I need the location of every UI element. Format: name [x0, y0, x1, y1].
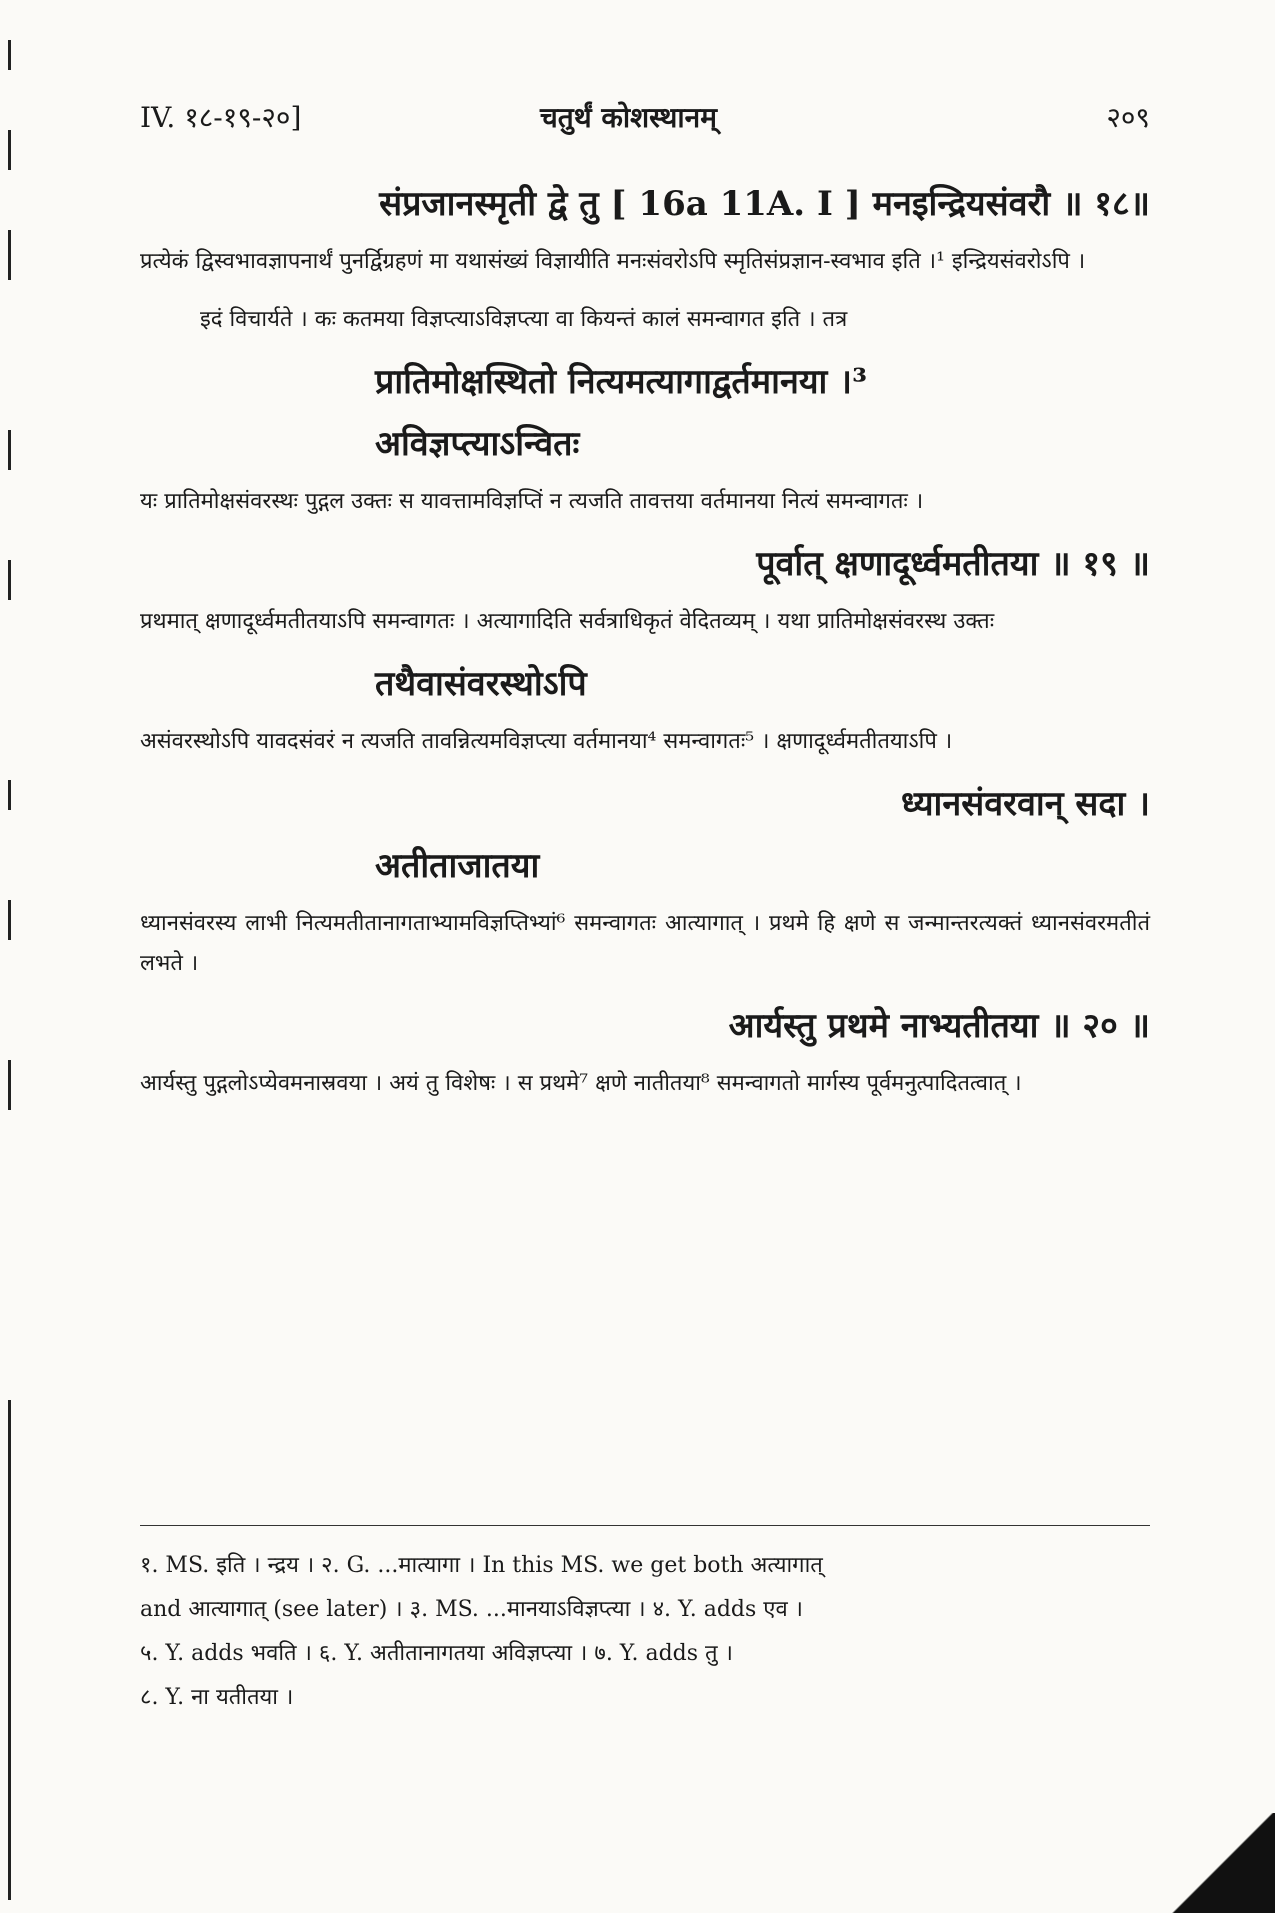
verse-line: तथैवासंवरस्थोऽपि: [375, 664, 587, 704]
footnote-line: १. MS. इति । न्द्रय । २. G. ...मात्यागा । In this MS. we get both अत्यागात्: [140, 1553, 823, 1578]
verse-18: संप्रजानस्मृती द्वे तु [ 16a 11A. I ] मनइन्द्रियसंवरौ ॥ १८॥: [379, 184, 1150, 224]
header-section-ref: IV. १८-१९-२०]: [140, 101, 302, 134]
footnote-line: ८. Y. ना यतीतया ।: [140, 1685, 294, 1710]
commentary-paragraph: असंवरस्थोऽपि यावदसंवरं न त्यजति तावन्नित्यमविज्ञप्त्या वर्तमानया⁴ समन्वागतः⁵ । क्षणादूर्ध्वमतीतयाऽपि ।: [140, 729, 953, 754]
commentary-paragraph: ध्यानसंवरस्य लाभी नित्यमतीतानागताभ्यामविज्ञप्तिभ्यां⁶ समन्वागतः आत्यागात् । प्रथमे हि क्षणे स जन्मान्तरत्यक्तं ध्यानसंवरमतीतं लभते ।: [140, 911, 1150, 976]
commentary-paragraph: प्रथमात् क्षणादूर्ध्वमतीतयाऽपि समन्वागतः । अत्यागादिति सर्वत्राधिकृतं वेदितव्यम् । यथा प्रातिमोक्षसंवरस्थ उक्तः: [140, 609, 995, 634]
scan-corner-shadow: [1145, 1813, 1275, 1913]
main-text: [140, 180, 1150, 1122]
verse-line: अतीताजातया: [375, 846, 540, 886]
commentary-paragraph: आर्यस्तु पुद्गलोऽप्येवमनास्रवया । अयं तु विशेषः । स प्रथमे⁷ क्षणे नातीतया⁸ समन्वागतो मार्गस्य पूर्वमनुत्पादितत्वात् ।: [140, 1071, 1022, 1096]
commentary-paragraph: इदं विचार्यते । कः कतमया विज्ञप्त्याऽविज्ञप्त्या वा कियन्तं कालं समन्वागत इति । तत्र: [200, 307, 848, 332]
binding-edge-marks: [0, 0, 30, 1913]
commentary-paragraph: यः प्रातिमोक्षसंवरस्थः पुद्गल उक्तः स यावत्तामविज्ञप्तिं न त्यजति तावत्तया वर्तमानया नित्यं समन्वागतः ।: [140, 489, 924, 514]
verse-line: प्रातिमोक्षस्थितो नित्यमत्यागाद्वर्तमानया ।³: [375, 362, 867, 402]
footnotes: [140, 1525, 1150, 1720]
footnote-line: ५. Y. adds भवति । ६. Y. अतीतानागतया अविज्ञप्त्या । ७. Y. adds तु ।: [140, 1641, 733, 1666]
verse-line: अविज्ञप्त्याऽन्वितः: [375, 424, 580, 464]
running-header: [140, 98, 1150, 138]
verse-20: आर्यस्तु प्रथमे नाभ्यतीतया ॥ २० ॥: [728, 1006, 1150, 1046]
commentary-paragraph: प्रत्येकं द्विस्वभावज्ञापनार्थं पुनर्द्विग्रहणं मा यथासंख्यं विज्ञायीति मनःसंवरोऽपि स्मृतिसंप्रज्ञान-स्वभाव इति ।¹ इन्द्रियसंवरोऽपि ।: [140, 249, 1086, 274]
page-number: २०९: [1106, 101, 1150, 134]
header-chapter-title: चतुर्थं कोशस्थानम्: [540, 101, 717, 134]
verse-19: पूर्वात् क्षणादूर्ध्वमतीतया ॥ १९ ॥: [756, 544, 1150, 584]
footnote-line: and आत्यागात् (see later) । ३. MS. ...मानयाऽविज्ञप्त्या । ४. Y. adds एव ।: [140, 1597, 804, 1622]
verse-line: ध्यानसंवरवान् सदा ।: [901, 784, 1150, 824]
